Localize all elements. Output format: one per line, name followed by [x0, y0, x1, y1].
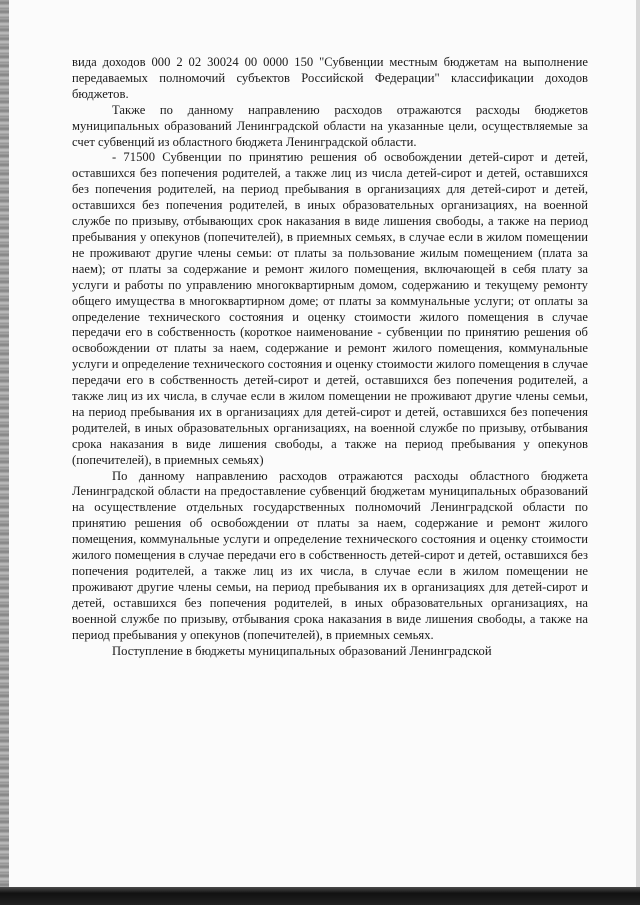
paragraph-regional-budget-expenses: По данному направлению расходов отражаются расходы областного бюджета Ленинградской области на предоставление субвенций бюджетам муниципальных образований на осуществление отдельных государственных полномочий Ленинградской области по принятию решения об освобождении от платы за наем, содержание и ремонт жилого помещения, коммунальные услуги и определение технического состояния и оценку стоимости жилого помещения в случае передачи его в собственность детей-сирот и детей, оставшихся без попечения родителей, а также лиц из их числа, в случае если в жилом помещении не проживают другие члены семьи, на период пребывания их в организациях для детей-сирот и детей, оставшихся без попечения родителей, в иных образовательных организациях, на военной службе по призыву, отбывания срока наказания в виде лишения свободы, а также на период пребывания у опекунов (попечителей), в приемных семьях.	[72, 468, 588, 642]
scan-right-edge	[636, 0, 640, 905]
paragraph-municipal-expenses: Также по данному направлению расходов отражаются расходы бюджетов муниципальных образований Ленинградской области на указанные цели, осуществляемые за счет субвенций из областного бюджета Ленинградской области.	[72, 102, 588, 149]
paragraph-71500-subvention: - 71500 Субвенции по принятию решения об освобождении детей-сирот и детей, оставшихся без попечения родителей, а также лиц из числа детей-сирот и детей, оставшихся без попечения родителей, на период пребывания в организациях для детей-сирот и детей, оставшихся без попечения родителей, в иных образовательных организациях, на военной службе по призыву, отбывающих срок наказания в виде лишения свободы, а также на период пребывания у опекунов (попечителей), в приемных семьях, в случае если в жилом помещении не проживают другие члены семьи: от платы за пользование жилым помещением (плата за наем); от платы за содержание и ремонт жилого помещения, включающей в себя плату за услуги и работы по управлению многоквартирным домом, содержанию и текущему ремонту общего имущества в многоквартирном доме; от платы за коммунальные услуги; от оплаты за определение технического состояния и оценку стоимости жилого помещения в случае передачи его в собственность (короткое наименование - субвенции по принятию решения об освобождении от платы за наем, содержание и ремонт жилого помещения, коммунальные услуги и определение технического состояния и оценку стоимости жилого помещения в случае передачи его в собственность детей-сирот и детей, оставшихся без попечения родителей, а также лиц из их числа, в случае если в жилом помещении не проживают другие члены семьи, на период пребывания их в организациях для детей-сирот и детей, оставшихся без попечения родителей, в иных образовательных организациях, на военной службе по призыву, отбывания срока наказания в виде лишения свободы, а также на период пребывания у опекунов (попечителей), в приемных семьях)	[72, 150, 588, 467]
scan-bottom-edge	[0, 887, 640, 905]
paragraph-revenue-intro: Поступление в бюджеты муниципальных образований Ленинградской	[112, 643, 492, 658]
paragraph-continuation: вида доходов 000 2 02 30024 00 0000 150 "Субвенции местным бюджетам на выполнение передаваемых полномочий субъектов Российской Федерации" классификации доходов бюджетов.	[72, 55, 588, 101]
document-body	[72, 55, 588, 659]
scan-left-edge	[0, 0, 9, 905]
